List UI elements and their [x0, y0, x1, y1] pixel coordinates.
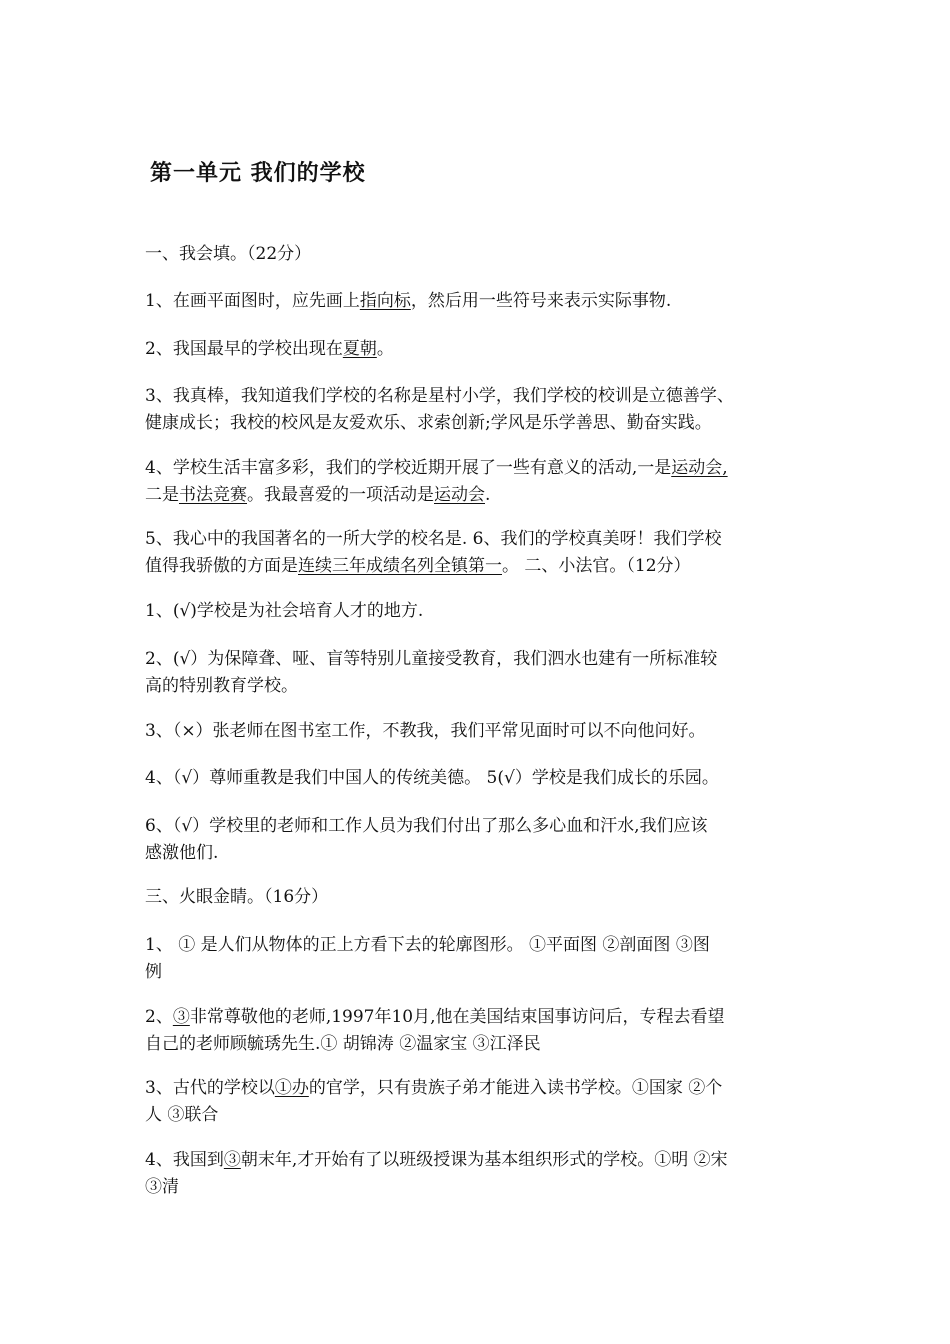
answer-text: ③	[172, 1007, 190, 1027]
answer-text: 夏朝	[342, 339, 377, 359]
section-heading-choice: 三、火眼金睛。（16分）	[145, 887, 329, 907]
question-text: 3、古代的学校以	[145, 1078, 275, 1098]
page-title: 第一单元 我们的学校	[150, 161, 366, 186]
answer-text: 连续三年成绩名列全镇第一	[298, 556, 502, 576]
answer-text: 书法竞赛	[179, 485, 247, 505]
question-3-2	[145, 1004, 810, 1058]
answer-text: 运动会,	[671, 458, 728, 478]
section-heading-fill: 一、我会填。（22分）	[145, 244, 312, 264]
question-text: 4、学校生活丰富多彩，我们的学校近期开展了一些有意义的活动,一是	[145, 458, 672, 478]
question-1-2	[145, 336, 810, 363]
question-line: 3、我真棒，我知道我们学校的名称是星村小学，我们学校的校训是立德善学、	[145, 386, 734, 406]
question-2-4: 4、（√）尊师重教是我们中国人的传统美德。 5(√）学校是我们成长的乐园。	[145, 768, 719, 788]
question-text: 1、在画平面图时，应先画上	[145, 291, 360, 311]
question-text: .	[485, 485, 491, 505]
answer-text: 指向标	[359, 291, 411, 311]
question-line: 5、我心中的我国著名的一所大学的校名是. 6、我们的学校真美呀！我们学校	[145, 529, 722, 549]
question-line: 2、(√）为保障聋、哑、盲等特别儿童接受教育，我们泗水也建有一所标准较	[145, 649, 718, 669]
answer-text: ③	[223, 1150, 241, 1170]
question-1-3	[145, 383, 810, 437]
question-line: 例	[145, 962, 162, 982]
question-text: ，然后用一些符号来表示实际事物.	[410, 291, 672, 311]
question-line: 高的特别教育学校。	[145, 676, 298, 696]
question-text: 二是	[145, 485, 179, 505]
answer-text: ①办	[274, 1078, 309, 1098]
question-3-3	[145, 1075, 810, 1129]
question-text: 朝末年,才开始有了以班级授课为基本组织形式的学校。①明 ②宋	[240, 1150, 728, 1170]
question-1-4	[145, 455, 810, 509]
answer-text: 运动会	[434, 485, 485, 505]
question-line: ③清	[145, 1177, 179, 1197]
question-text: 非常尊敬他的老师,1997年10月,他在美国结束国事访问后，专程去看望	[189, 1007, 725, 1027]
question-text: 。	[376, 339, 394, 359]
question-line: 自己的老师顾毓琇先生.① 胡锦涛 ②温家宝 ③江泽民	[145, 1034, 541, 1054]
question-3-4	[145, 1147, 810, 1201]
question-2-1: 1、(√)学校是为社会培育人才的地方.	[145, 601, 424, 621]
question-3-1	[145, 932, 810, 986]
question-line: 感激他们.	[145, 843, 219, 863]
question-2-2	[145, 646, 810, 700]
question-line: 人 ③联合	[145, 1105, 219, 1125]
question-text: 2、	[145, 1007, 173, 1027]
question-2-3: 3、（×）张老师在图书室工作，不教我，我们平常见面时可以不向他问好。	[145, 721, 706, 741]
question-2-6	[145, 813, 810, 867]
question-text: 。我最喜爱的一项活动是	[247, 485, 434, 505]
question-line: 健康成长；我校的校风是友爱欢乐、求索创新;学风是乐学善思、勤奋实践。	[145, 413, 712, 433]
question-line: 6、（√）学校里的老师和工作人员为我们付出了那么多心血和汗水,我们应该	[145, 816, 708, 836]
section-heading-judge: 。 二、小法官。（12分）	[502, 556, 691, 576]
question-text: 的官学，只有贵族子弟才能进入读书学校。①国家 ②个	[308, 1078, 723, 1098]
question-line: 1、 ① 是人们从物体的正上方看下去的轮廓图形。 ①平面图 ②剖面图 ③图	[145, 935, 710, 955]
question-text: 4、我国到	[145, 1150, 224, 1170]
question-text: 2、我国最早的学校出现在	[145, 339, 343, 359]
question-text: 值得我骄傲的方面是	[145, 556, 298, 576]
question-1-5	[145, 526, 810, 580]
question-1-1	[145, 288, 810, 315]
